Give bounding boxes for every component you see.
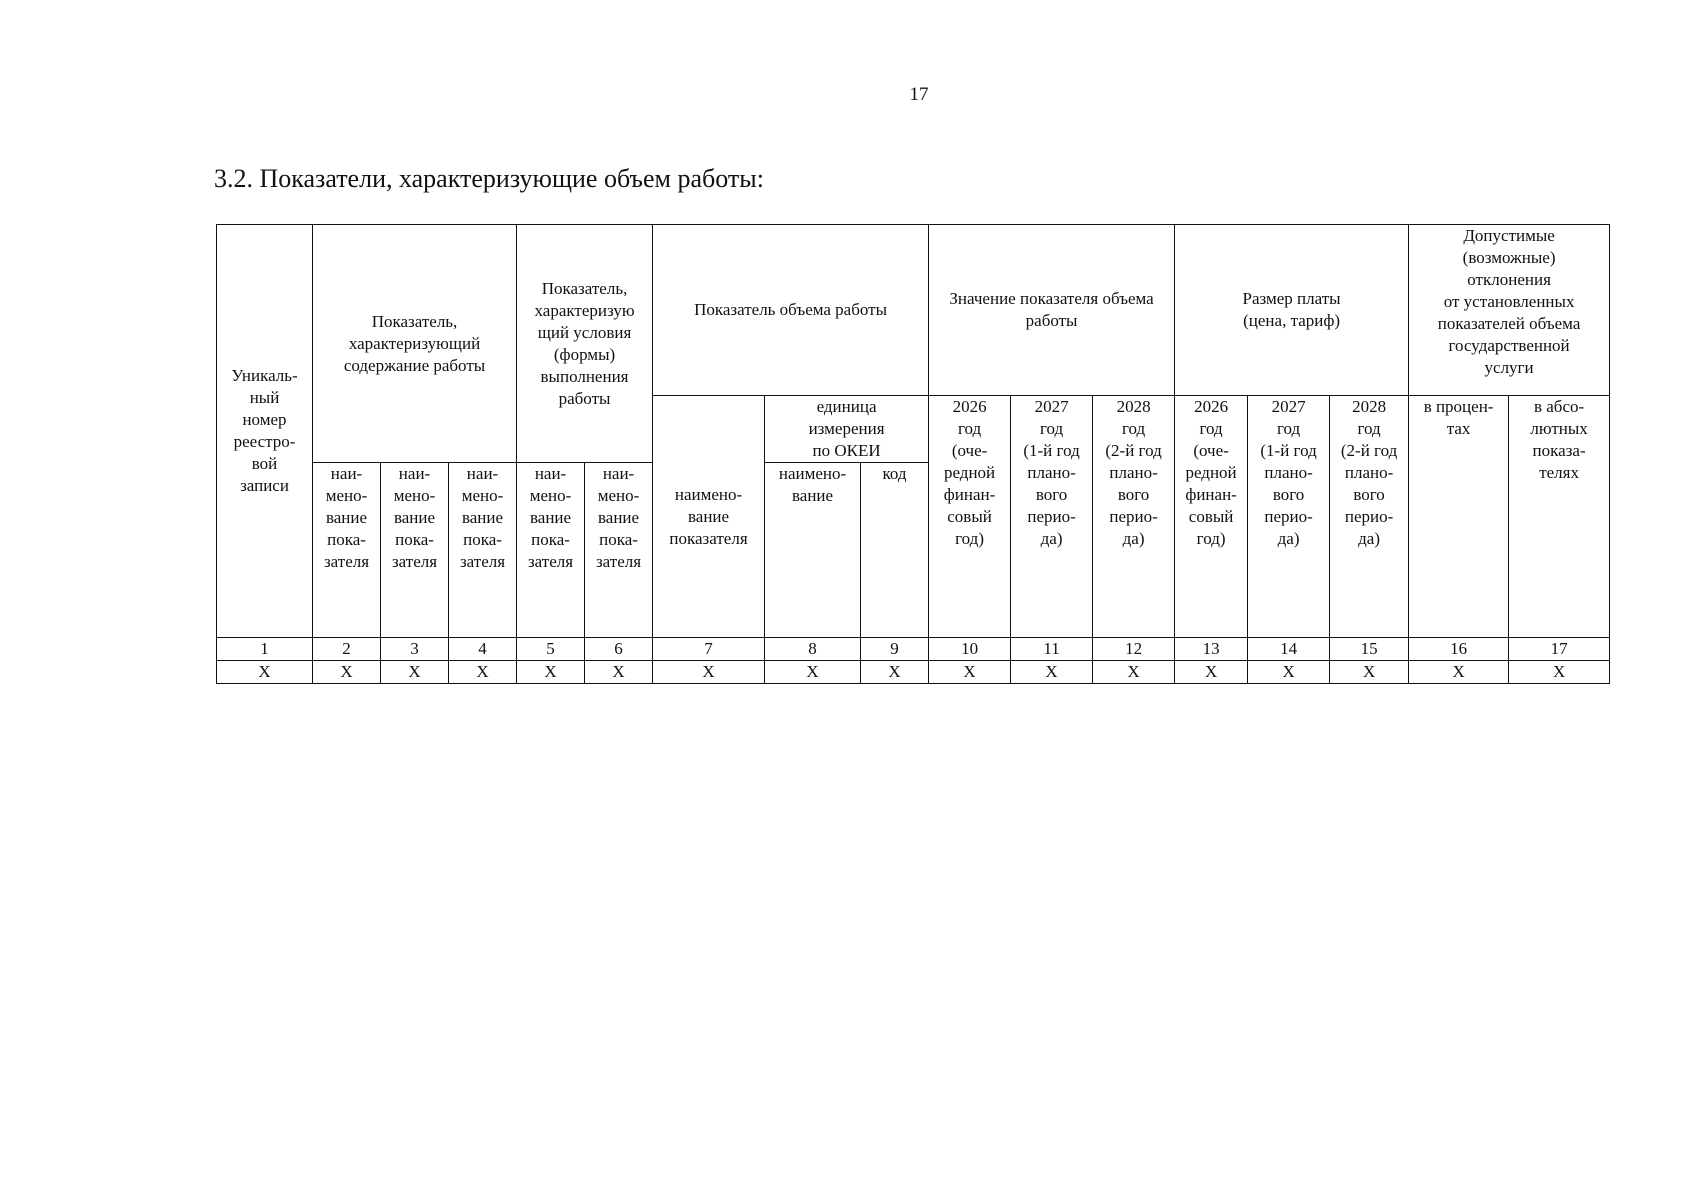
header-fee-2028: 2028 год (2-й год плано- вого перио- да) bbox=[1330, 396, 1409, 638]
table-cell: Х bbox=[1011, 661, 1093, 684]
header-content-name-3: наи- мено- вание пока- зателя bbox=[449, 463, 517, 638]
header-deviation-absolute: в абсо- лютных показа- телях bbox=[1509, 396, 1610, 638]
column-number: 11 bbox=[1011, 638, 1093, 661]
table-cell: Х bbox=[1509, 661, 1610, 684]
header-fee-2027: 2027 год (1-й год плано- вого перио- да) bbox=[1248, 396, 1330, 638]
column-number: 7 bbox=[653, 638, 765, 661]
header-fee-size: Размер платы (цена, тариф) bbox=[1175, 225, 1409, 396]
table-cell: Х bbox=[381, 661, 449, 684]
table-cell: Х bbox=[653, 661, 765, 684]
section-title: 3.2. Показатели, характеризующие объем работы: bbox=[214, 164, 764, 193]
header-unique-number: Уникаль- ный номер реестро- вой записи bbox=[217, 225, 313, 638]
column-number: 14 bbox=[1248, 638, 1330, 661]
table-cell: Х bbox=[1248, 661, 1330, 684]
header-indicator-value: Значение показателя объема работы bbox=[929, 225, 1175, 396]
header-value-2027: 2027 год (1-й год плано- вого перио- да) bbox=[1011, 396, 1093, 638]
header-content-name-2: наи- мено- вание пока- зателя bbox=[381, 463, 449, 638]
column-number: 15 bbox=[1330, 638, 1409, 661]
column-number: 3 bbox=[381, 638, 449, 661]
column-number: 6 bbox=[585, 638, 653, 661]
table-cell: Х bbox=[1175, 661, 1248, 684]
header-content-name-1: наи- мено- вание пока- зателя bbox=[313, 463, 381, 638]
table-row bbox=[217, 661, 1610, 684]
header-conditions-indicator: Показатель, характеризую щий условия (формы) выполнения работы bbox=[517, 225, 653, 463]
header-content-indicator: Показатель, характеризующий содержание работы bbox=[313, 225, 517, 463]
table-cell: Х bbox=[861, 661, 929, 684]
column-number: 8 bbox=[765, 638, 861, 661]
header-deviation-percent: в процен- тах bbox=[1409, 396, 1509, 638]
table-cell: Х bbox=[1330, 661, 1409, 684]
table-cell: Х bbox=[929, 661, 1011, 684]
header-volume-indicator: Показатель объема работы bbox=[653, 225, 929, 396]
page-number: 17 bbox=[909, 84, 929, 105]
header-unit-okei: единица измерения по ОКЕИ bbox=[765, 396, 929, 463]
table-cell: Х bbox=[1409, 661, 1509, 684]
header-indicator-name: наимено- вание показателя bbox=[653, 396, 765, 638]
column-number: 5 bbox=[517, 638, 585, 661]
column-number: 13 bbox=[1175, 638, 1248, 661]
header-value-2028: 2028 год (2-й год плано- вого перио- да) bbox=[1093, 396, 1175, 638]
table-cell: Х bbox=[585, 661, 653, 684]
column-number-row bbox=[217, 638, 1610, 661]
table-cell: Х bbox=[217, 661, 313, 684]
column-number: 10 bbox=[929, 638, 1011, 661]
column-number: 4 bbox=[449, 638, 517, 661]
table-cell: Х bbox=[449, 661, 517, 684]
header-fee-2026: 2026 год (оче- редной финан- совый год) bbox=[1175, 396, 1248, 638]
work-volume-table bbox=[216, 224, 1610, 684]
column-number: 16 bbox=[1409, 638, 1509, 661]
header-value-2026: 2026 год (оче- редной финан- совый год) bbox=[929, 396, 1011, 638]
header-conditions-name-2: наи- мено- вание пока- зателя bbox=[585, 463, 653, 638]
table-cell: Х bbox=[765, 661, 861, 684]
column-number: 9 bbox=[861, 638, 929, 661]
header-unit-code: код bbox=[861, 463, 929, 638]
table-cell: Х bbox=[313, 661, 381, 684]
header-conditions-name-1: наи- мено- вание пока- зателя bbox=[517, 463, 585, 638]
column-number: 12 bbox=[1093, 638, 1175, 661]
column-number: 2 bbox=[313, 638, 381, 661]
column-number: 17 bbox=[1509, 638, 1610, 661]
column-number: 1 bbox=[217, 638, 313, 661]
header-unit-name: наимено- вание bbox=[765, 463, 861, 638]
table-cell: Х bbox=[1093, 661, 1175, 684]
header-allowed-deviation: Допустимые (возможные) отклонения от установленных показателей объема государственной услуги bbox=[1409, 225, 1610, 396]
table-cell: Х bbox=[517, 661, 585, 684]
